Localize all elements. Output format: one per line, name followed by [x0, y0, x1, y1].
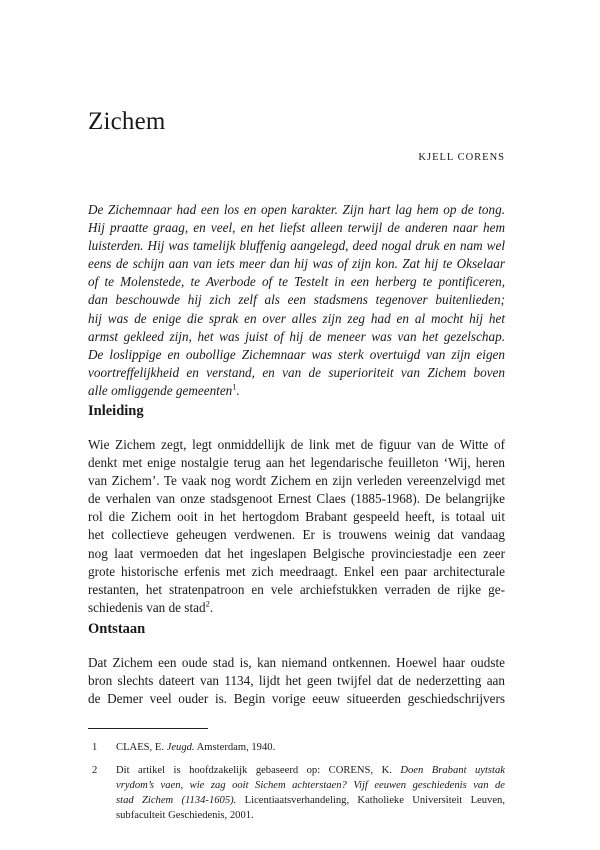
footnote-title: Jeugd.: [166, 742, 195, 753]
epigraph-last-text: alle omliggende gemeenten: [88, 382, 233, 398]
footnote-line: subfaculteit Geschiedenis, 2001.: [116, 810, 254, 821]
section-heading-inleiding: Inleiding: [88, 403, 144, 419]
epigraph-line: De Zichemnaar had een los en open karakter. Zijn hart lag hem op de tong.: [88, 202, 505, 217]
section-body-inleiding: [88, 436, 505, 617]
footnote-2: [88, 763, 505, 823]
body-line: de verhalen van onze stadsgenoot Ernest Claes (1885-1968). De belangrijke: [88, 491, 505, 507]
footnote-italic: Doen Brabant uytstak: [400, 765, 505, 776]
footnote-line: [116, 763, 505, 778]
footnote-ref: 2: [205, 598, 210, 609]
epigraph-line: armst gekleed zijn, het was juist of hij de meneer was van het gezelschap.: [88, 328, 505, 344]
body-line: de Demer veel ouder is. Begin vorige eeuw situeerden geschiedschrijvers: [88, 691, 505, 707]
epigraph: [88, 201, 505, 400]
footnote-text: Licentiaatsverhandeling, Katholieke Universiteit Leuven,: [244, 795, 505, 806]
footnote-number: 1: [92, 742, 98, 753]
section-body-ontstaan: [88, 654, 505, 708]
document-page: [88, 0, 505, 850]
body-line: grote historische erfenis met zich meedraagt. Enkel een paar architecturale: [88, 563, 505, 579]
body-line: restanten, het stratenpatroon en vele archiefstukken verraden de rijke ge-: [88, 581, 505, 597]
epigraph-line: eens de schijn aan van iets meer dan hij was of zijn kon. Zat hij te Okselaar: [88, 256, 505, 272]
epigraph-line: hij was de enige die sprak en over alles zijn zeg had en al mocht hij het: [88, 310, 505, 326]
footnote-line: [116, 793, 505, 808]
body-line: nog laat vermoeden dat het ingeslapen Belgische provinciestadje een zeer: [88, 545, 505, 561]
footnote-text: Dit artikel is hoofdzakelijk gebaseerd op: CORENS, K.: [116, 765, 392, 776]
body-line: van Zichem’. Te vaak nog wordt Zichem en zijn verleden vereenzelvigd met: [88, 473, 505, 489]
footnote-1: [88, 740, 505, 755]
epigraph-line: Hij praatte graag, en veel, en het liefst alleen terwijl de anderen naar hem: [88, 220, 505, 236]
epigraph-line: De loslippige en oubollige Zichemnaar was sterk overtuigd van zijn eigen: [88, 346, 505, 362]
epigraph-line: dan beschouwde hij zich zelf als een stadsmens tegenover buitenlieden;: [88, 292, 505, 308]
footnote-author: CLAES, E.: [116, 742, 164, 753]
footnote-italic: stad Zichem (1134-1605).: [116, 795, 237, 806]
epigraph-line: of te Molenstede, te Averbode of te Testelt in een herberg te pontificeren,: [88, 274, 505, 290]
body-line: denkt met enige nostalgie terug aan het legendarische feuilleton ‘Wij, heren: [88, 455, 505, 471]
footnote-ref: 1: [232, 381, 237, 392]
footnote-line: [116, 778, 505, 793]
footnote-body: [116, 740, 505, 755]
body-line: Dat Zichem een oude stad is, kan niemand ontkennen. Hoewel haar oudste: [88, 655, 505, 670]
footnote-separator: [88, 728, 208, 729]
footnote-number: 2: [92, 765, 98, 776]
body-line: bron slechts dateert van 1134, lijdt het geen twijfel dat de nederzetting aan: [88, 673, 505, 689]
body-line: rol die Zichem ooit in het hertogdom Brabant gespeeld heeft, is totaal uit: [88, 509, 505, 525]
footnote-italic: vrydom’s vaen, wie zag ooit Sichem achterstaen? Vijf eeuwen geschiedenis van de: [116, 780, 505, 791]
article-title: Zichem: [88, 108, 166, 135]
body-last-text: schiedenis van de stad: [88, 599, 206, 615]
article-author: KJELL CORENS: [418, 152, 505, 163]
body-line: schiedenis van de stad$^2$.: [88, 598, 214, 615]
footnote-line: [116, 740, 505, 755]
body-line: Wie Zichem zegt, legt onmiddellijk de link met de figuur van de Witte of: [88, 437, 505, 452]
section-heading-ontstaan: Ontstaan: [88, 621, 146, 637]
epigraph-line: alle omliggende gemeenten$^1$.: [88, 381, 240, 398]
footnote-body: [116, 763, 505, 823]
body-line: het collectieve geheugen verdwenen. Er is trouwens weinig dat vandaag: [88, 527, 505, 543]
epigraph-line: luisterden. Hij was tamelijk bluffenig aangelegd, deed nogal druk en nam wel: [88, 238, 505, 254]
footnote-rest: Amsterdam, 1940.: [196, 742, 276, 753]
epigraph-line: voortreffelijkheid en verstand, en van de superioriteit van Zichem boven: [88, 364, 505, 380]
